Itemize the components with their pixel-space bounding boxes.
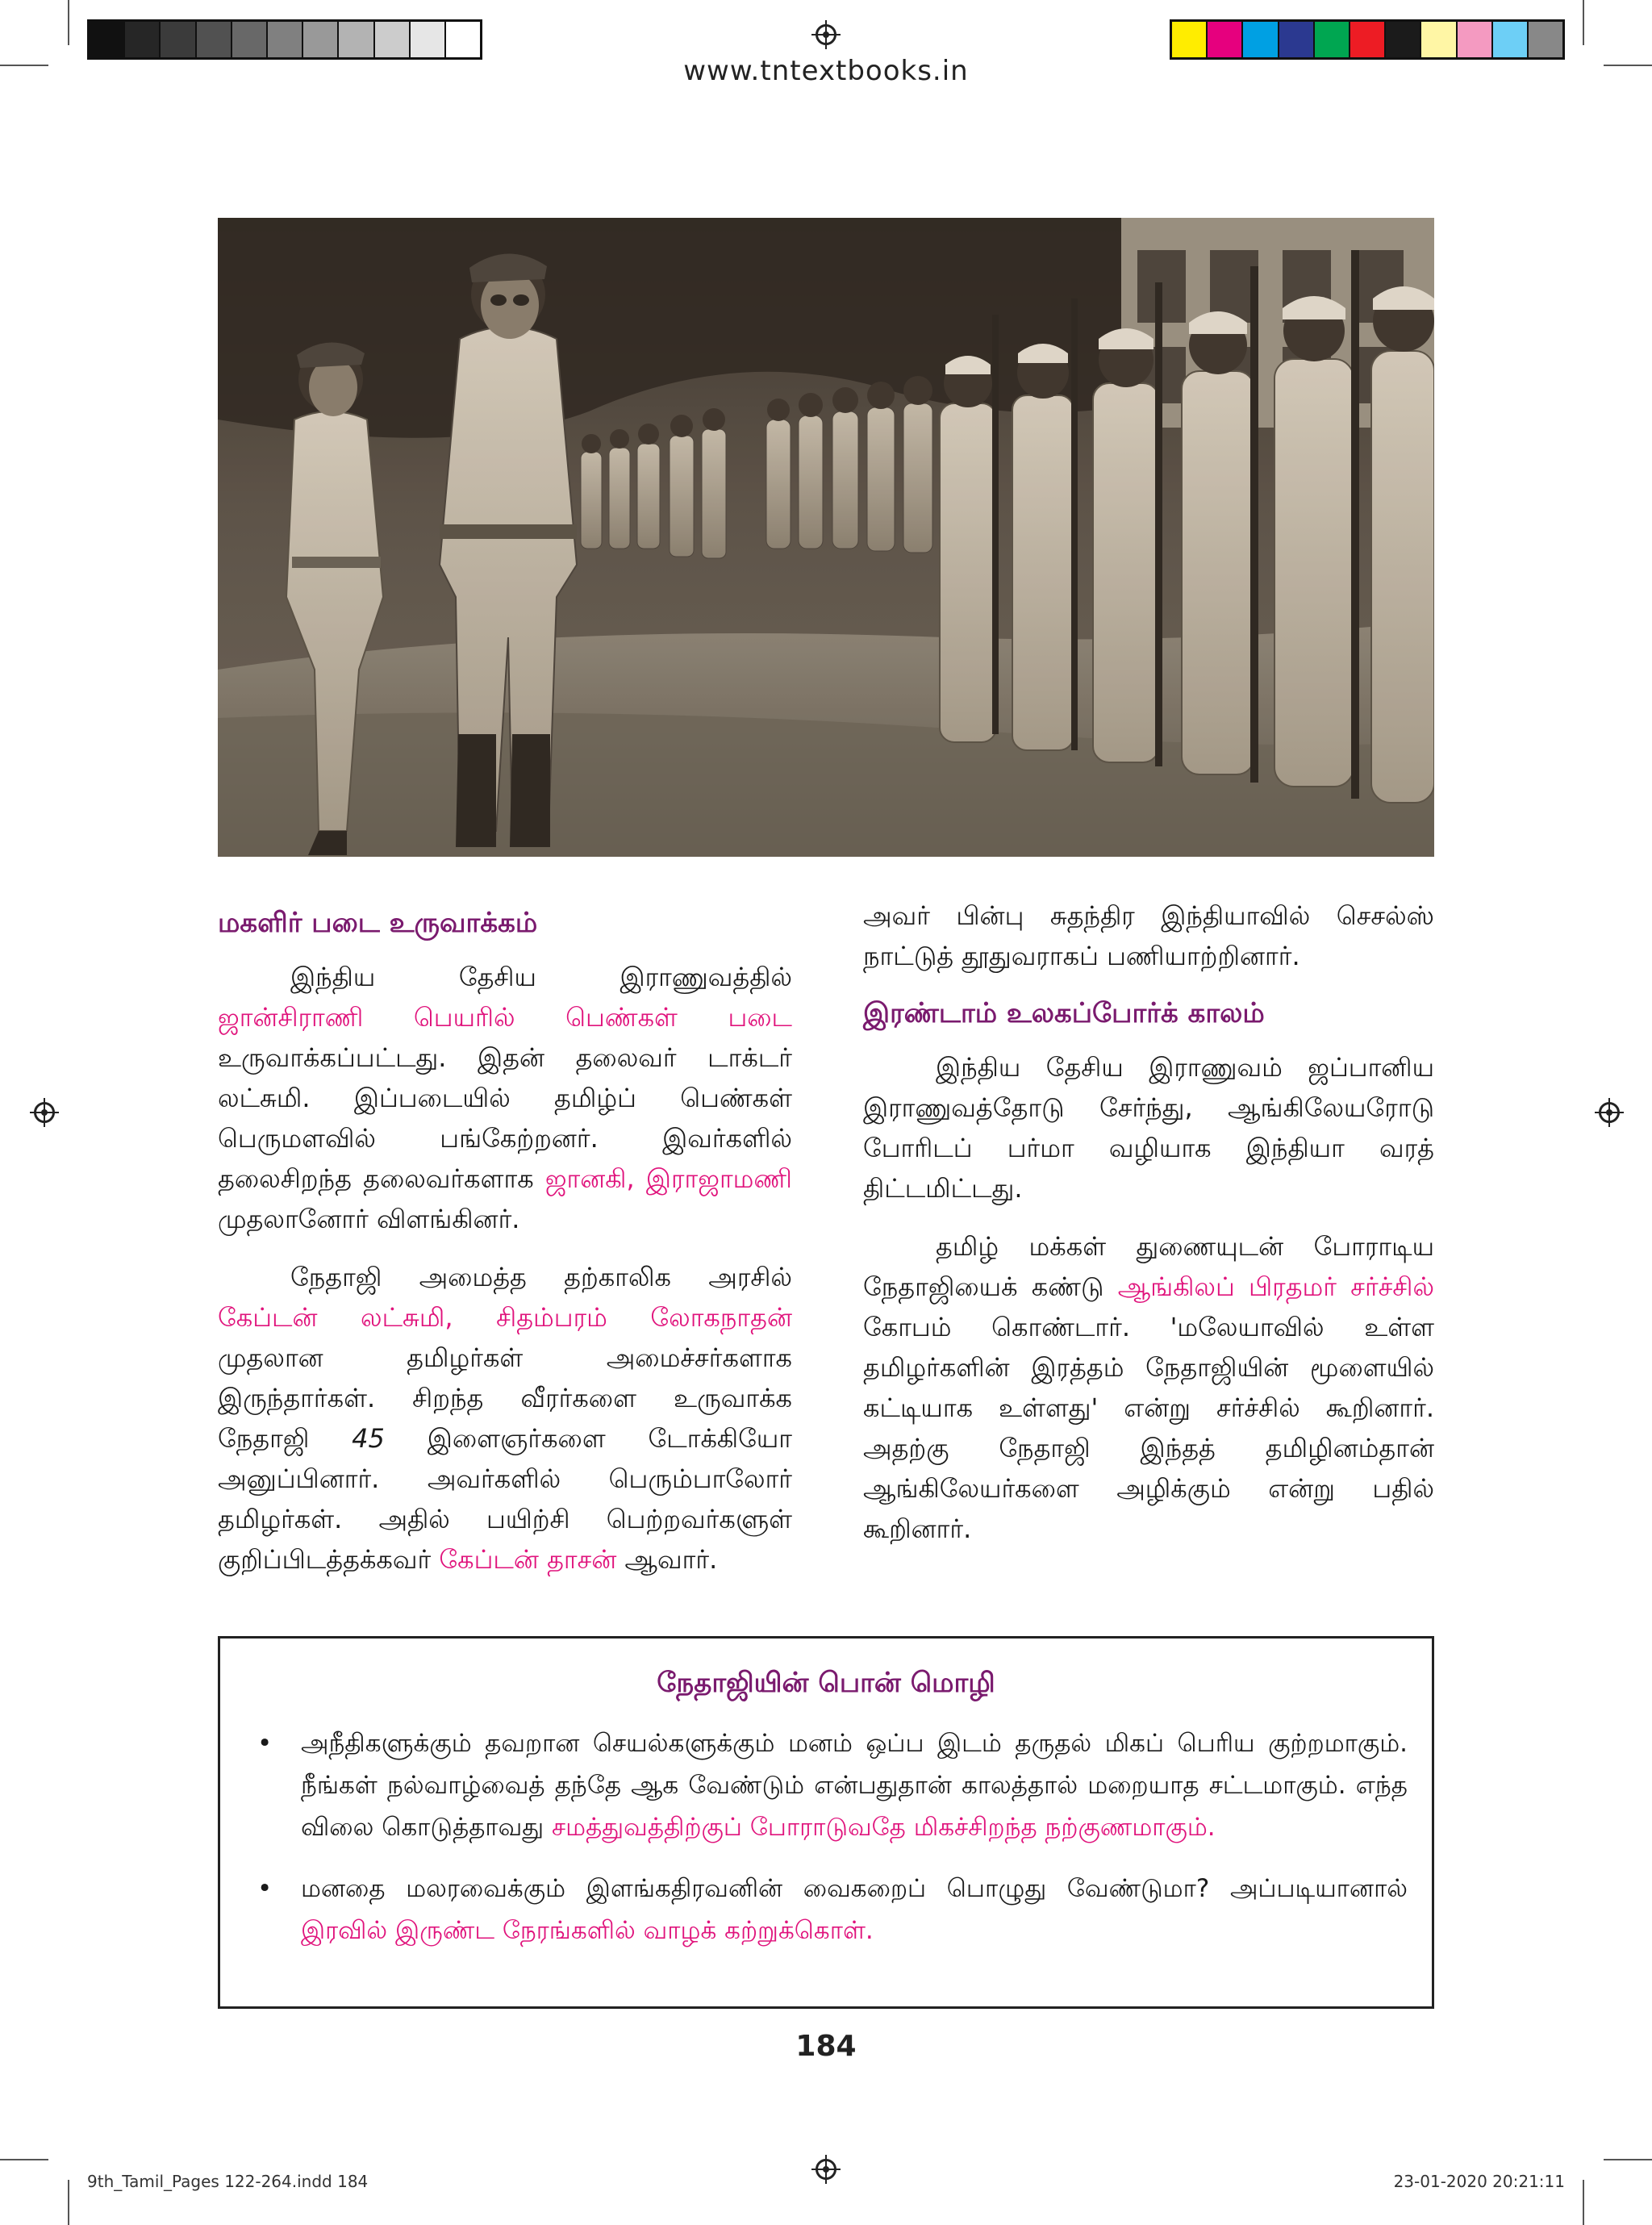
- paragraph-seychelles-ambassador: [863, 895, 1434, 976]
- paragraph-provisional-government: [218, 1257, 792, 1580]
- quote-text: [301, 1874, 1408, 1945]
- grey-swatch: [446, 22, 480, 57]
- paragraph-jhansi-rani-regiment: [218, 957, 792, 1239]
- left-column: [218, 904, 792, 1597]
- registration-mark-icon: [34, 1102, 55, 1123]
- right-column: [863, 895, 1434, 1567]
- color-swatch: [1279, 22, 1315, 57]
- footer-file-info: 9th_Tamil_Pages 122-264.indd 184: [87, 2172, 369, 2191]
- site-url: www.tntextbooks.in: [683, 55, 969, 87]
- highlighted-text: ஜானகி, இராஜாமணி: [544, 1163, 793, 1194]
- footer-timestamp: 23-01-2020 20:21:11: [1393, 2172, 1565, 2191]
- color-swatch: [1243, 22, 1279, 57]
- quote-text: [301, 1729, 1408, 1842]
- body-text: உருவாக்கப்பட்டது. இதன் தலைவர் டாக்டர் லட்சுமி. இப்படையில் தமிழ்ப் பெண்கள் பெருமளவில் பங்கேற்றனர். இவர்களில் தலைசிறந்த தலைவர்களாக: [218, 1042, 792, 1194]
- grey-swatch: [90, 22, 125, 57]
- netaji-quotes-box: [218, 1636, 1434, 2009]
- bullet-icon: •: [257, 1729, 273, 1758]
- highlighted-text: கேப்டன் லட்சுமி, சிதம்பரம் லோகநாதன்: [218, 1302, 792, 1333]
- quote-item: [244, 1722, 1408, 1848]
- grey-swatch: [161, 22, 196, 57]
- body-text: இளைஞர்களை டோக்கியோ அனுப்பினார். அவர்களில் பெரும்பாலோர் தமிழர்கள். அதில் பயிற்சி பெற்றவர்களுள் குறிப்பிடத்தக்கவர்: [218, 1423, 793, 1575]
- grey-swatch: [125, 22, 161, 57]
- body-text: நேதாஜி அமைத்த தற்காலிக அரசில்: [290, 1262, 792, 1292]
- grey-swatch: [303, 22, 339, 57]
- quote-item: [244, 1868, 1408, 1952]
- body-text: கோபம் கொண்டார். 'மலேயாவில் உள்ள தமிழர்களின் இரத்தம் நேதாஜியின் மூளையில் கட்டியாக உள்ளது' என்று சர்ச்சில் கூறினார். அதற்கு நேதாஜி இந்தத் தமிழினம்தான் ஆங்கிலேயர்களை அழிக்கும் என்று பதில் கூறினார்.: [863, 1312, 1434, 1544]
- grey-swatch: [411, 22, 446, 57]
- paragraph-churchill: [863, 1226, 1434, 1549]
- highlighted-text: இரவில் இருண்ட நேரங்களில் வாழக் கற்றுக்கொள்.: [301, 1916, 874, 1945]
- highlighted-text: கேப்டன் தாசன்: [439, 1544, 617, 1575]
- highlighted-text: ஜான்சிராணி பெயரில் பெண்கள் படை: [218, 1002, 792, 1033]
- body-text: அவர் பின்பு சுதந்திர இந்தியாவில் செசல்ஸ் நாட்டுத் தூதுவராகப் பணியாற்றினார்.: [863, 900, 1434, 971]
- body-text: 45: [352, 1423, 385, 1454]
- registration-mark-icon: [816, 24, 836, 45]
- grey-swatch: [197, 22, 232, 57]
- grey-swatch: [232, 22, 268, 57]
- color-swatch: [1386, 22, 1421, 57]
- color-swatch: [1315, 22, 1350, 57]
- crop-mark: [0, 2159, 48, 2160]
- color-swatch: [1208, 22, 1243, 57]
- registration-mark-icon: [1599, 1102, 1620, 1123]
- color-swatch: [1493, 22, 1529, 57]
- grey-swatch: [339, 22, 374, 57]
- body-text: அநீதிகளுக்கும் தவறான செயல்களுக்கும் மனம் ஒப்ப இடம் தருதல் மிகப் பெரிய குற்றமாகும். நீங்கள் நல்வாழ்வைத் தந்தே ஆக வேண்டும் என்பதுதான் காலத்தால் மறையாத சட்டமாகும். எந்த விலை கொடுத்தாவது: [301, 1729, 1408, 1842]
- grey-swatch: [375, 22, 411, 57]
- historical-photo: [218, 218, 1434, 857]
- color-swatch: [1421, 22, 1457, 57]
- color-swatch: [1172, 22, 1208, 57]
- body-text: இந்திய தேசிய இராணுவத்தில்: [290, 962, 792, 992]
- color-swatch: [1350, 22, 1386, 57]
- highlighted-text: ஆங்கிலப் பிரதமர் சர்ச்சில்: [1117, 1271, 1434, 1302]
- body-text: தமிழ் மக்கள் துணையுடன் போராடிய நேதாஜியைக் கண்டு: [863, 1231, 1434, 1302]
- highlighted-text: சமத்துவத்திற்குப் போராடுவதே மிகச்சிறந்த நற்குணமாகும்.: [552, 1813, 1216, 1842]
- grey-swatch: [268, 22, 303, 57]
- grey-calibration-strip: [87, 19, 482, 60]
- body-text: இந்திய தேசிய இராணுவம் ஜப்பானிய இராணுவத்தோடு சேர்ந்து, ஆங்கிலேயரோடு போரிடப் பர்மா வழியாக இந்தியா வரத் திட்டமிட்டது.: [863, 1052, 1434, 1204]
- body-text: மனதை மலரவைக்கும் இளங்கதிரவனின் வைகறைப் பொழுது வேண்டுமா? அப்படியானால்: [301, 1874, 1408, 1903]
- body-text: முதலானோர் விளங்கினர்.: [218, 1204, 520, 1234]
- crop-mark: [1583, 2180, 1584, 2225]
- crop-mark: [1583, 0, 1584, 45]
- bullet-icon: •: [257, 1874, 273, 1903]
- section-heading-second-world-war: இரண்டாம் உலகப்போர்க் காலம்: [863, 997, 1265, 1029]
- section-heading-womens-regiment: மகளிர் படை உருவாக்கம்: [218, 907, 538, 939]
- body-text: முதலான தமிழர்கள் அமைச்சர்களாக இருந்தார்கள். சிறந்த வீரர்களை உருவாக்க நேதாஜி: [218, 1342, 792, 1454]
- body-text: ஆவார்.: [616, 1544, 718, 1575]
- color-calibration-strip: [1170, 19, 1565, 60]
- crop-mark: [68, 2180, 69, 2225]
- color-swatch: [1529, 22, 1562, 57]
- paragraph-ina-japan: [863, 1047, 1434, 1209]
- crop-mark: [68, 0, 69, 45]
- page-number: 184: [795, 2030, 857, 2063]
- quote-box-title: நேதாஜியின் பொன் மொழி: [657, 1667, 995, 1699]
- crop-mark: [1604, 2159, 1652, 2160]
- color-swatch: [1458, 22, 1493, 57]
- registration-mark-icon: [816, 2159, 836, 2180]
